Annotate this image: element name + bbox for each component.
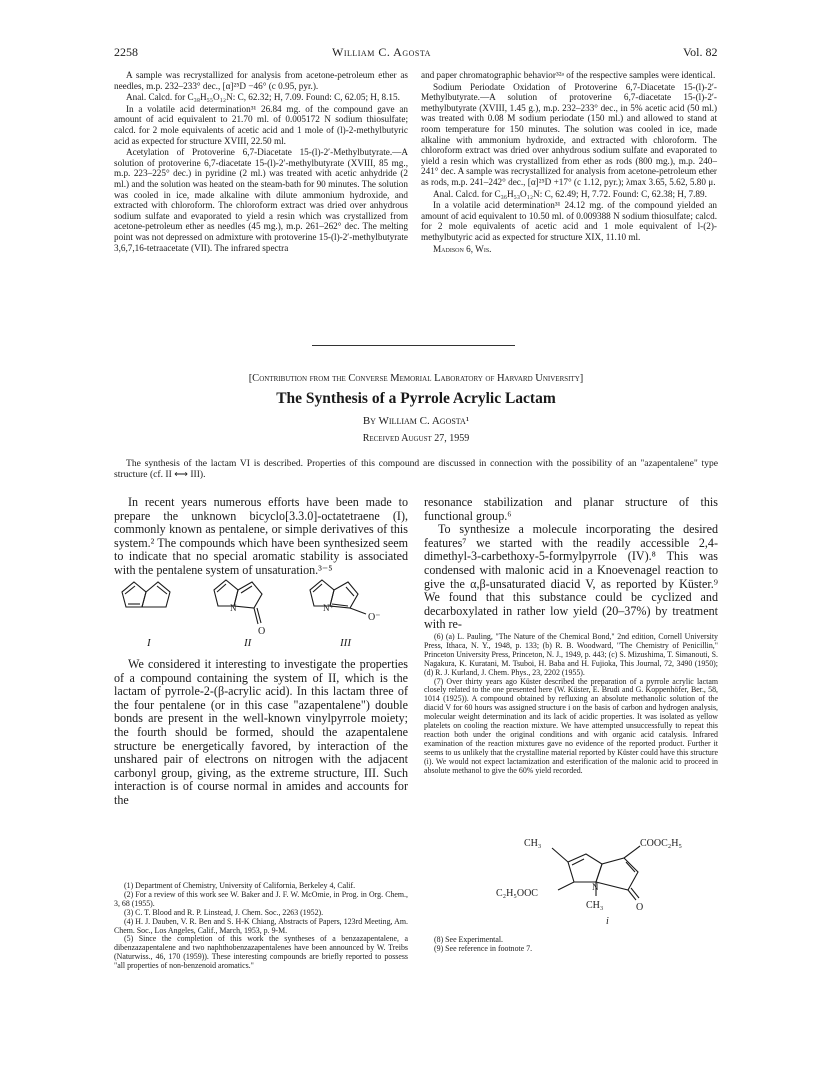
footnote: (4) H. J. Dauben, V. R. Ben and S. H-K Chiang, Abstracts of Papers, 123rd Meeting, Am. Chem. Soc., Los Angeles, Calif., March, 1953, p. 9-M. [114, 916, 408, 935]
oxygen-minus-label: O⁻ [368, 612, 381, 623]
top-left-column [114, 70, 408, 254]
footnote: (6) (a) L. Pauling, "The Nature of the Chemical Bond," 2nd edition, Cornell University Press, Ithaca, N. Y., 1948, p. 133; (b) R. B. Woodward, "The Chemistry of Penicillin," Princeton University Press, Princeton, N. J., 1949, p. 443; (c) S. Mizushima, T. Simanouti, S. Nagakura, K. Kuratani, M. Tsuboi, H. Baba and H. Fujioka, This Journal, 72, 3490 (1950); (d) R. J. Kurland, J. Chem. Phys., 23, 2202 (1955). [424, 632, 718, 677]
paragraph: We considered it interesting to investigate the properties of a compound containing the system of II, which is the lactam of pyrrole-2-(β-acrylic acid). In this lactam three of the four pentalene (or in this case "azapentalene") double bonds are present in the well-known vinylpyrrole moiety; the fourth should be formed, should the azapentalene structure be energetically favored, by interaction of the unshared pair of electrons on nitrogen with the adjacent carbonyl group, giving, as the extreme structure, III. Such interaction is of course normal in amides and accounts for the [114, 657, 408, 807]
paragraph: To synthesize a molecule incorporating the desired features⁷ we started with the readily accessible 2,4-dimethyl-3-carbethoxy-5-formylpyrrole (IV).⁸ This was condensed with malonic acid in a Knoevenagel reaction to give the α,β-unsaturated diacid V, as reported by Küster.⁹ We found that this substance could be cyclized and decarboxylated in rather low yield (20–37%) by treatment with re- [424, 522, 718, 632]
paragraph: Acetylation of Protoverine 6,7-Diacetate 15-(l)-2′-Methylbutyrate.—A solution of protoverine 6,7-diacetate 15-(l)-2′-methylbutyrate (XVIII, 85 mg., m.p. 223–225° dec.) in pyridine (2 ml.) was treated with acetic anhydride (2 ml.) and the solution was heated on the steam-bath for 90 minutes. The solution was cooled in ice, made alkaline with dilute ammonium hydroxide, and extracted with chloroform. The chloroform extract was dried over anhydrous sodium sulfate and evaporated to yield a resin which was crystallized from acetone-petroleum ether as needles (45 mg.), m.p. 261–262° dec. The melting point was not depressed on admixture with protoverine 15-(l)-2′-methylbutyrate 3,6,7,16-tetraacetate (VII). The infrared spectra [114, 147, 408, 253]
zwitterion-iii-structure [310, 580, 366, 614]
received-date: Received August 27, 1959 [362, 433, 470, 444]
structure-label-iii: III [340, 637, 351, 649]
footnote: (3) C. T. Blood and R. P. Linstead, J. Chem. Soc., 2263 (1952). [124, 907, 324, 917]
article-title: The Synthesis of a Pyrrole Acrylic Lactam [276, 390, 556, 407]
pentalene-structure [122, 582, 170, 607]
ester-right-label: COOC₂H₅ [640, 838, 682, 849]
footnote: (8) See Experimental. [434, 935, 504, 944]
footnote: (7) Over thirty years ago Küster described the preparation of a pyrrole acrylic lactam closely related to the one presented here (W. Küster, E. Brudi and G. Koppenhöfer, Ber., 58, 1014 (1925)). A compound obtained by refluxing an absolute methanolic solution of the diacid V for 60 hours was assigned structure i on the basis of carbon and hydrogen analysis, molecular weight determination and its lack of acidic properties. It was isolated as yellow platelets on cooling the reaction mixture. We have attempted unsuccessfully to repeat this reaction both under the original conditions and with organic acid catalysis. Infrared examination of the reaction mixtures gave no evidence of the reported product. Further it seems to us unlikely that the crystalline material reported by Küster could have this structure (i). We would not expect lactamization and esterification of the malonic acid to proceed in absolute methanol to give the 60% yield recorded. [424, 676, 718, 775]
top-right-column [421, 70, 717, 255]
byline: By William C. Agosta¹ [362, 415, 470, 427]
structure-label-ii: II [244, 637, 252, 649]
paragraph: In a volatile acid determination³¹ 24.12 mg. of the compound yielded an amount of acid equivalent to 10.50 ml. of 0.009388 N sodium thiosulfate; calcd. for 2 mole equivalents of acetic acid and 1 mole equivalent of l-(2)-methylbutyric acid as expected for structure XIX, 11.10 ml. [421, 200, 717, 242]
paragraph: In a volatile acid determination³¹ 26.84 mg. of the compound gave an amount of acid equivalent to 21.70 ml. of 0.005172 N sodium thiosulfate; calcd. for 2 mole equivalents of acetic acid and 1 mole of (l)-2-methylbutyric acid as expected for structure XVIII, 22.50 ml. [114, 103, 408, 146]
contribution-line: [Contribution from the Converse Memorial Laboratory of Harvard University] [248, 373, 584, 384]
footnote: (5) Since the completion of this work the syntheses of a benzazapentalene, a dibenzazapentalene and two naphthobenzazapentalenes have been announced by W. Treibs (Naturwiss., 46, 170 (1959)). These interesting compounds are briefly reported to possess "all properties of non-benzenoid aromatics." [114, 934, 408, 971]
running-title: William C. Agosta [332, 45, 431, 59]
abstract: The synthesis of the lactam VI is described. Properties of this compound are discussed in connection with the possibility of an "azapentalene" type structure (cf. II ⟷ III). [114, 458, 718, 480]
footnotes-right-end [424, 936, 718, 954]
paragraph: resonance stabilization and planar structure of this functional group.⁶ [424, 495, 718, 523]
oxygen-label: O [258, 626, 266, 637]
footnote: (9) See reference in footnote 7. [434, 943, 533, 953]
volume-label: Vol. 82 [683, 45, 718, 59]
structure-i-figure [478, 834, 718, 930]
lactam-ii-structure [214, 580, 262, 624]
nitrogen-plus-label: N⁺ [323, 603, 335, 613]
paragraph: Sodium Periodate Oxidation of Protoverine 6,7-Diacetate 15-(l)-2′-Methylbutyrate.—A solution of protoverine 6,7-diacetate 15-(l)-2′-methylbutyrate (XVIII, 1.45 g.), m.p. 232–233° dec., in 5% acetic acid (50 ml.) was treated with 0.08 M sodium periodate (150 ml.) and allowed to stand at room temperature for 150 minutes. The solution was cooled in ice, made alkaline with ammonium hydroxide, and extracted with chloroform. The chloroform extract was dried over anhydrous sodium sulfate and evaporated to yield a resin which was crystallized from ether as rods (800 mg.), m.p. 240–241° dec. A sample was recrystallized for analysis from acetone-petroleum ether as rods, m.p. 241–242° dec., [α]²⁵D +17° (c 1.12, pyr.); λmax 3.65, 5.62, 5.80 μ. [421, 81, 717, 187]
location-signature: Madison 6, Wis. [433, 243, 492, 254]
structure-label-small-i: i [606, 916, 609, 927]
oxygen-label: O [636, 902, 644, 913]
paragraph: and paper chromatographic behavior³²ᵃ of the respective samples were identical. [421, 70, 716, 80]
structures-figure [114, 568, 414, 650]
section-divider [312, 345, 515, 346]
structure-label-i: I [147, 637, 151, 649]
footnotes-right [424, 633, 718, 776]
nitrogen-label: N [230, 603, 237, 613]
paragraph: Anal. Calcd. for C₃₆H₅₃O₁₂N: C, 62.49; H, 7.72. Found: C, 62.38; H, 7.89. [433, 188, 707, 199]
body-left-top [114, 496, 408, 578]
nitrogen-label: N [592, 882, 599, 892]
ester-left-label: C₂H₅OOC [496, 888, 538, 899]
footnote: (1) Department of Chemistry, University of California, Berkeley 4, Calif. [124, 881, 356, 890]
body-right [424, 496, 718, 632]
body-left-bottom [114, 658, 408, 808]
footnote: (2) For a review of this work see W. Baker and J. F. W. McOmie, in Prog. in Org. Chem., 3, 68 (1955). [114, 889, 408, 908]
methyl-bottom-label: CH₃ [586, 900, 604, 911]
paragraph: Anal. Calcd. for C₃₈H₅₅O₁₂N: C, 62.32; H, 7.09. Found: C, 62.05; H, 8.15. [126, 92, 400, 103]
methyl-top-label: CH₃ [524, 838, 542, 849]
paragraph: In recent years numerous efforts have been made to prepare the unknown bicyclo[3.3.0]-octatetraene (I), commonly known as pentalene, or simple derivatives of this system.² The compounds which have been synthesized seem to indicate that no special aromatic stability is associated with the pentalene system of unsaturation.³⁻⁵ [114, 495, 408, 577]
footnotes-left [114, 882, 408, 971]
page-number: 2258 [114, 45, 138, 59]
paragraph: A sample was recrystallized for analysis from acetone-petroleum ether as needles, m.p. 232–233° dec., [α]²⁵D −46° (c 0.95, pyr.). [114, 70, 408, 91]
